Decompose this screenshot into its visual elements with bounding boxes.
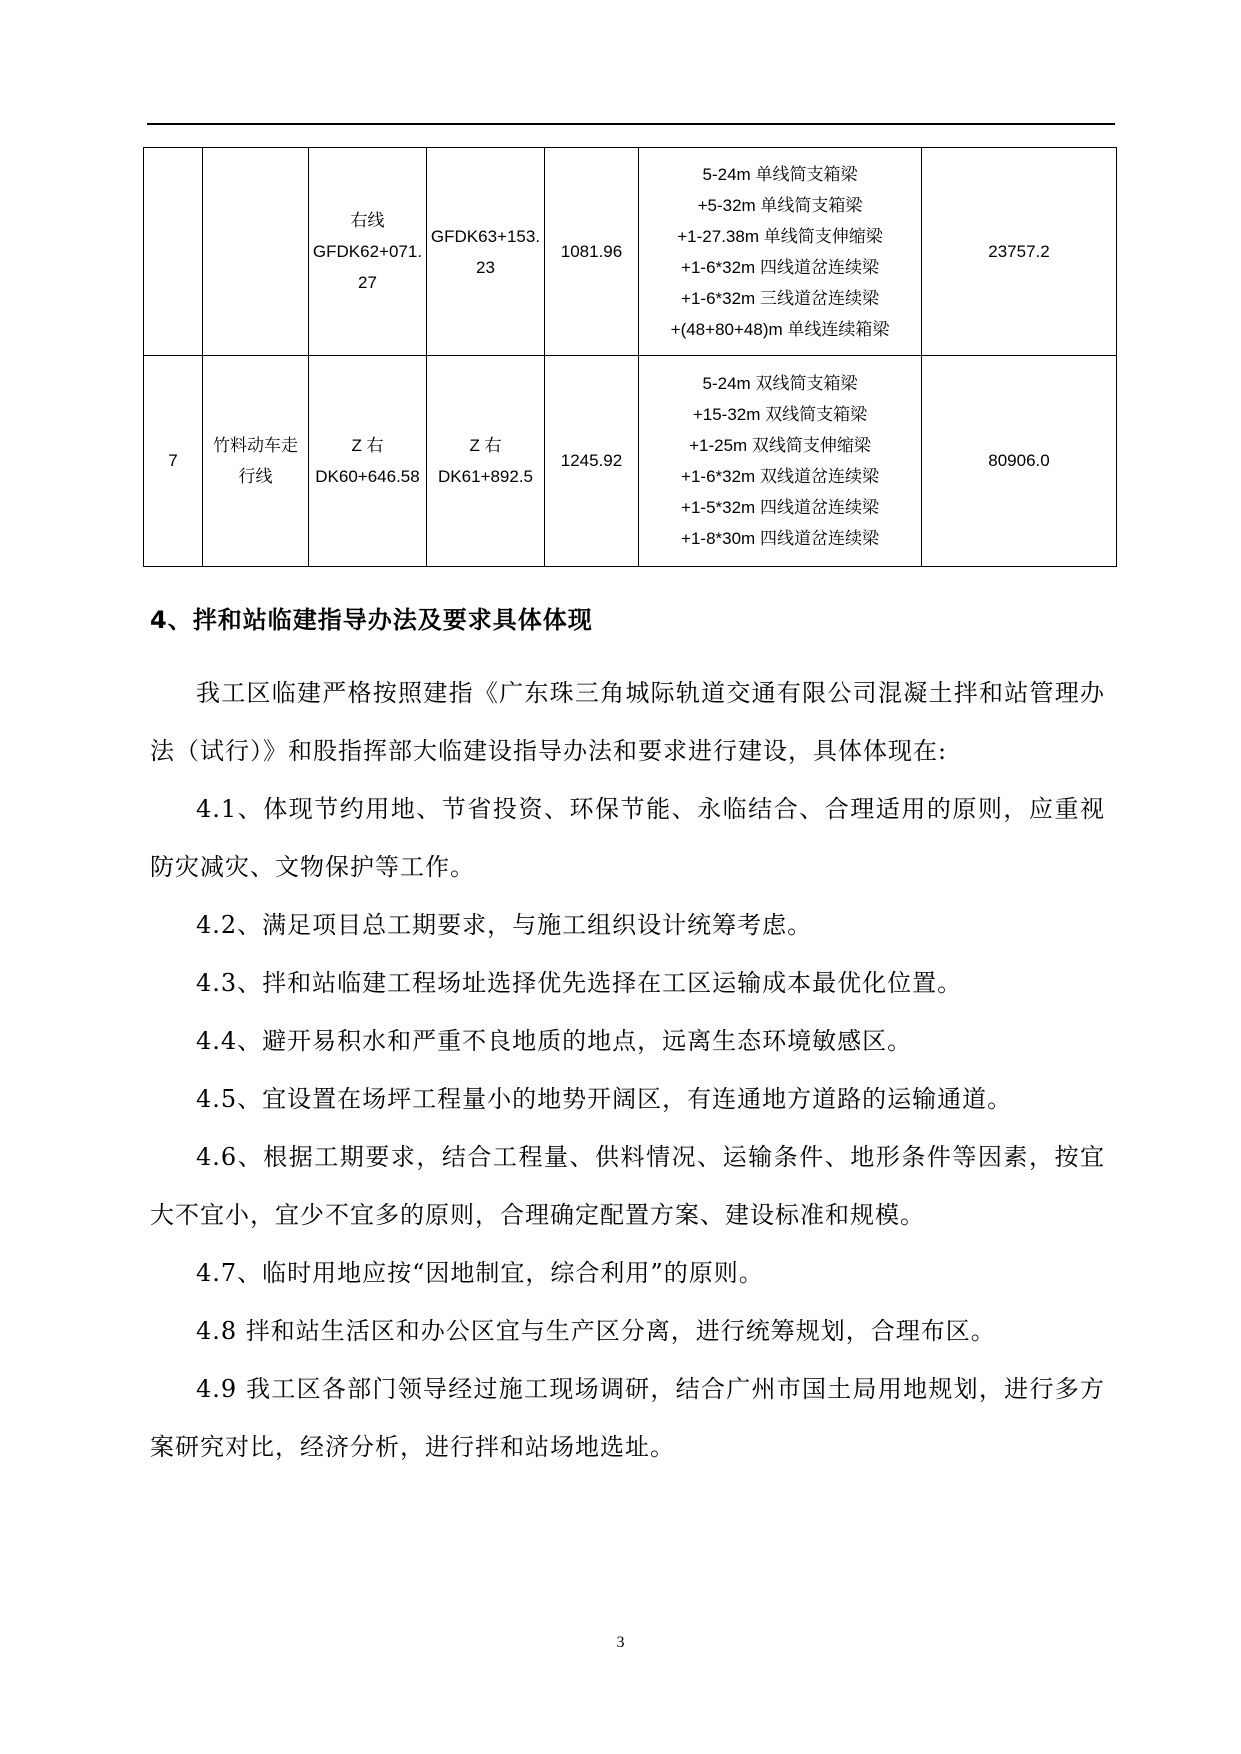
- paragraph: 4.5、宜设置在场坪工程量小的地势开阔区，有连通地方道路的运输通道。: [196, 1085, 1013, 1113]
- line-name: [203, 148, 309, 356]
- span-item: +1-27.38m 单线简支伸缩梁: [677, 226, 883, 246]
- span-item: 5-24m 双线简支箱梁: [702, 374, 858, 393]
- span-item: +15-32m 双线简支箱梁: [692, 405, 868, 424]
- span-arrangement: [639, 356, 922, 567]
- end-mileage: Z 右 DK61+892.5: [427, 356, 545, 567]
- section-body: [150, 664, 1105, 1476]
- paragraph: 4.9 我工区各部门领导经过施工现场调研，结合广州市国土局用地规划，进行多方案研究对比，经济分析，进行拌和站场地选址。: [150, 1375, 1105, 1461]
- table-row: [144, 356, 1117, 567]
- row-index: 7: [144, 356, 203, 567]
- start-mileage: Z 右 DK60+646.58: [309, 356, 427, 567]
- span-item: +1-5*32m 四线道岔连续梁: [681, 498, 879, 517]
- page-number: 3: [616, 1634, 625, 1651]
- span-item: +1-6*32m 三线道岔连续梁: [681, 288, 879, 308]
- row-index: [144, 148, 203, 356]
- bridge-table: [143, 147, 1117, 567]
- span-item: +1-8*30m 四线道岔连续梁: [681, 529, 879, 548]
- amount: 80906.0: [922, 356, 1117, 567]
- paragraph: 4.6、根据工期要求，结合工程量、供料情况、运输条件、地形条件等因素，按宜大不宜小，宜少不宜多的原则，合理确定配置方案、建设标准和规模。: [150, 1143, 1105, 1229]
- header-rule: [147, 123, 1115, 125]
- span-item: 5-24m 单线简支箱梁: [702, 164, 858, 184]
- paragraph: 4.4、避开易积水和严重不良地质的地点，远离生态环境敏感区。: [196, 1027, 913, 1055]
- paragraph: 4.2、满足项目总工期要求，与施工组织设计统筹考虑。: [196, 911, 813, 939]
- span-item: +1-25m 双线简支伸缩梁: [689, 436, 871, 455]
- bridge-length: 1245.92: [545, 356, 639, 567]
- paragraph: 4.8 拌和站生活区和办公区宜与生产区分离，进行统筹规划，合理布区。: [196, 1317, 996, 1345]
- section-heading: 4、拌和站临建指导办法及要求具体体现: [150, 606, 593, 634]
- bridge-length: 1081.96: [545, 148, 639, 356]
- amount: 23757.2: [922, 148, 1117, 356]
- span-item: +5-32m 单线简支箱梁: [697, 195, 863, 215]
- paragraph: 4.1、体现节约用地、节省投资、环保节能、永临结合、合理适用的原则，应重视防灾减灾、文物保护等工作。: [150, 795, 1105, 881]
- span-item: +1-6*32m 双线道岔连续梁: [681, 467, 879, 486]
- line-name: 竹料动车走 行线: [203, 356, 309, 567]
- span-item: +(48+80+48)m 单线连续箱梁: [670, 319, 890, 339]
- span-item: +1-6*32m 四线道岔连续梁: [681, 257, 879, 277]
- paragraph: 我工区临建严格按照建指《广东珠三角城际轨道交通有限公司混凝土拌和站管理办法（试行）》和股指挥部大临建设指导办法和要求进行建设，具体体现在:: [150, 679, 1105, 765]
- start-mileage: 右线 GFDK62+071. 27: [309, 148, 427, 356]
- end-mileage: GFDK63+153. 23: [427, 148, 545, 356]
- table-row: [144, 148, 1117, 356]
- paragraph: 4.3、拌和站临建工程场址选择优先选择在工区运输成本最优化位置。: [196, 969, 963, 997]
- paragraph: 4.7、临时用地应按“因地制宜，综合利用”的原则。: [196, 1259, 764, 1287]
- span-arrangement: [639, 148, 922, 356]
